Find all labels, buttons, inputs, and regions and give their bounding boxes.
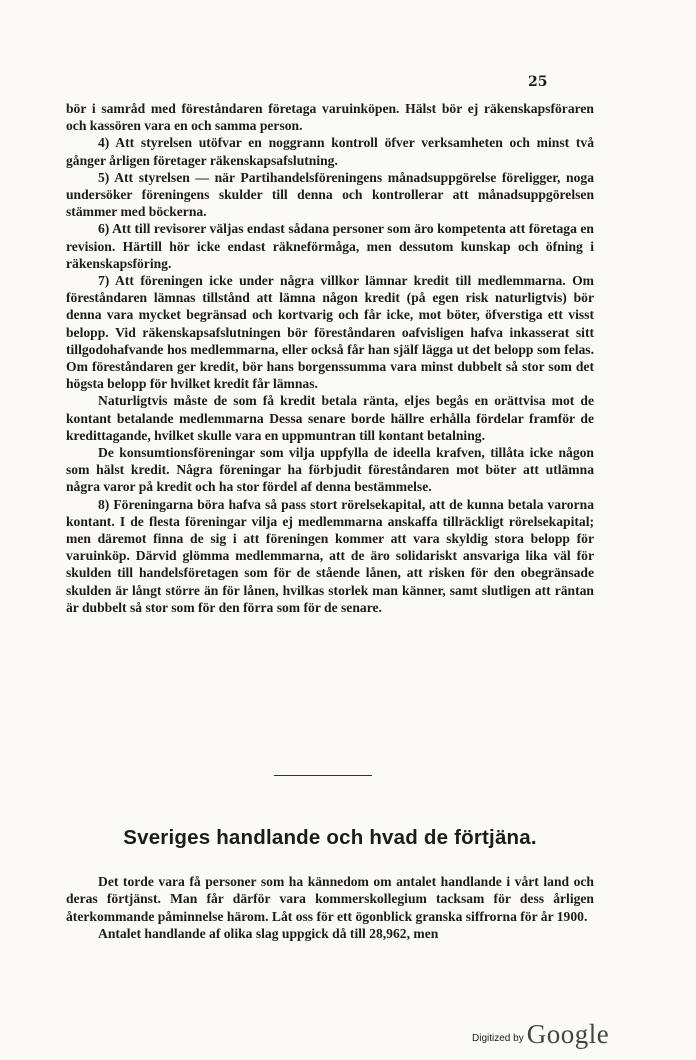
paragraph: 7) Att föreningen icke under några villkor lämnar kredit till medlemmarna. Om föreståndaren lämnas tillstånd att lämna någon kredit (på egen risk naturligtvis) bör denna vara mycket begränsad och kortvarig och får icke, mot böter, öfverstiga ett visst belopp. Vid räkenskapsafslutningen bör föreståndaren oafvisligen hafva inkasserat sitt tillgodohafvande hos medlemmarna, eller också får han själf lägga ut det belopp som felas. Om föreståndaren ger kredit, bör hans borgenssumma vara minst dubbelt så stor som det högsta belopp för hvilket kredit får lämnas. [66,273,594,392]
body-text [66,100,594,616]
paragraph: 4) Att styrelsen utöfvar en noggrann kontroll öfver verksamheten och minst två gånger årligen företager räkenskapsafslutning. [66,135,594,168]
paragraph: 6) Att till revisorer väljas endast sådana personer som äro kompetenta att företaga en revision. Härtill hör icke endast räkneförmåga, men dessutom kunskap och öfning i räkenskapsföring. [66,221,594,271]
paragraph: 8) Föreningarna böra hafva så pass stort rörelsekapital, att de kunna betala varorna kontant. I de flesta föreningar vilja ej medlemmarna anskaffa tillräckligt rörelsekapital; men däremot finna de sig i att föreningen kommer att vara skyldig stora belopp för varuinköp. Därvid glömma medlemmarna, att de äro solidariskt ansvariga lika väl för skulden till handelsföretagen som för de stående lånen, att risken för den obegränsade skulden är långt större än för lånen, hvilkas storlek man känner, samt slutligen att räntan är dubbelt så stor som för den förra som för de senare. [66,496,594,615]
paragraph: Naturligtvis måste de som få kredit betala ränta, eljes begås en orättvisa mot de kontant betalande medlemmarna Dessa senare borde hällre erhålla fördelar framför de kredittagande, hvilket skulle vara en uppmuntran till kontant betalning. [66,393,594,443]
paragraph: Det torde vara få personer som ha kännedom om antalet handlande i vårt land och deras förtjänst. Man får därför vara kommerskollegium tacksam för dess årligen återkommande påminnelse härom. Låt oss för ett ögonblick granska siffrorna för år 1900. [66,874,594,924]
google-logo: Google [526,1019,610,1049]
digitized-label: Digitized by [472,1033,524,1044]
paragraph: Antalet handlande af olika slag uppgick då till 28,962, men [98,926,439,942]
digitized-by-google [472,1010,622,1050]
page-number: 25 [528,74,548,90]
section-title: Sveriges handlande och hvad de förtjäna. [123,826,537,849]
paragraph: De konsumtionsföreningar som vilja uppfylla de ideella krafven, tillåta icke någon som hälst kredit. Några föreningar ha förbjudit föreståndaren mot böter att utlämna några varor på kredit och ha stor fördel af denna bestämmelse. [66,445,594,495]
section-text [66,873,594,943]
section-divider [274,775,372,776]
paragraph: 5) Att styrelsen — när Partihandelsföreningens månadsuppgörelse föreligger, noga undersöker föreningens skulder till denna och kontrollerar att månadsuppgörelsen stämmer med böckerna. [66,169,594,220]
paragraph: bör i samråd med föreståndaren företaga varuinköpen. Hälst bör ej räkenskapsföraren och kassören vara en och samma person. [66,101,594,134]
